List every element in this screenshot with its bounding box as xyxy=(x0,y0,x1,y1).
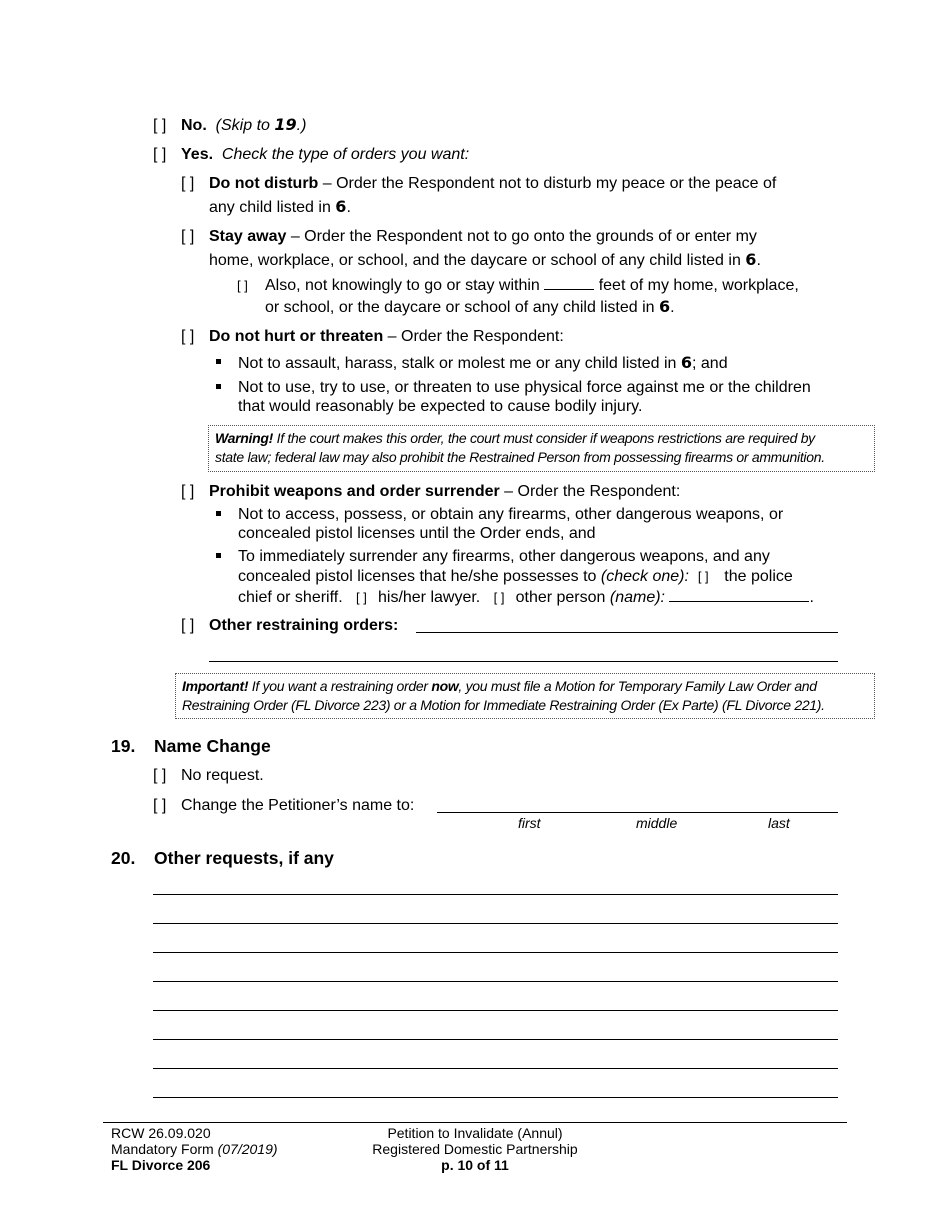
hurt-bullet2-line2: that would reasonably be expected to cause bodily injury. xyxy=(238,398,643,415)
no-label: No. xyxy=(181,117,207,134)
other-requests-line[interactable] xyxy=(153,1097,838,1098)
footer-page-number: p. 10 of 11 xyxy=(441,1157,509,1173)
new-name-line[interactable] xyxy=(437,812,838,813)
other-requests-line[interactable] xyxy=(153,952,838,953)
bullet xyxy=(216,553,221,558)
yes-label: Yes. xyxy=(181,146,214,163)
option-stay-away: [ ] Stay away – Order the Respondent not to go onto the grounds of or enter my xyxy=(181,228,757,245)
stay-title: Stay away xyxy=(209,228,287,245)
other-requests-line[interactable] xyxy=(153,981,838,982)
first-caption: first xyxy=(518,815,541,831)
other-requests-line[interactable] xyxy=(153,1068,838,1069)
weapons-bullet1-line1: Not to access, possess, or obtain any firearms, other dangerous weapons, or xyxy=(238,506,784,523)
footer-form-date: Mandatory Form (07/2019) xyxy=(111,1141,278,1157)
checkbox[interactable]: [ ] xyxy=(237,278,248,293)
weapons-bullet2-line3: chief or sheriff. [ ] his/her lawyer. [ ] other person (name): . xyxy=(238,589,814,606)
section-20-number: 20. xyxy=(111,848,136,868)
other-requests-line[interactable] xyxy=(153,923,838,924)
stay-line2: home, workplace, or school, and the daycare or school of any child listed in 6. xyxy=(209,250,761,269)
checkbox[interactable]: [ ] xyxy=(181,483,195,500)
disturb-line2: any child listed in 6. xyxy=(209,197,351,216)
footer-left xyxy=(111,1125,278,1173)
footer-center xyxy=(325,1125,625,1173)
checkbox[interactable]: [ ] xyxy=(697,569,709,584)
footer-form-id: FL Divorce 206 xyxy=(111,1157,211,1173)
option-do-not-hurt: [ ] Do not hurt or threaten – Order the Respondent: xyxy=(181,328,564,345)
checkbox[interactable]: [ ] xyxy=(153,767,167,784)
option-no-request: [ ] No request. xyxy=(153,767,264,784)
other-orders-line[interactable] xyxy=(416,632,838,633)
other-orders-label: Other restraining orders: xyxy=(209,617,399,634)
disturb-title: Do not disturb xyxy=(209,175,319,192)
option-other-restraining-orders xyxy=(181,616,398,636)
skip-note: (Skip to 19.) xyxy=(215,115,307,134)
checkbox[interactable]: [ ] xyxy=(153,117,167,134)
option-do-not-disturb: [ ] Do not disturb – Order the Respondent not to disturb my peace or the peace of xyxy=(181,175,777,192)
other-requests-line[interactable] xyxy=(153,1010,838,1011)
checkbox[interactable]: [ ] xyxy=(181,617,195,634)
option-prohibit-weapons: [ ] Prohibit weapons and order surrender – Order the Respondent: xyxy=(181,483,681,500)
other-requests-line[interactable] xyxy=(153,894,838,895)
middle-caption: middle xyxy=(636,815,678,831)
weapons-bullet1-line2: concealed pistol licenses until the Order ends, and xyxy=(238,525,596,542)
weapons-title: Prohibit weapons and order surrender xyxy=(209,483,500,500)
checkbox[interactable]: [ ] xyxy=(181,175,195,192)
last-caption: last xyxy=(768,815,790,831)
checkbox[interactable]: [ ] xyxy=(153,146,167,163)
hurt-bullet1: Not to assault, harass, stalk or molest me or any child listed in 6; and xyxy=(238,353,728,372)
hurt-bullet2-line1: Not to use, try to use, or threaten to use physical force against me or the children xyxy=(238,379,811,396)
option-no xyxy=(153,115,306,136)
checkbox[interactable]: [ ] xyxy=(355,590,367,605)
bullet xyxy=(216,359,221,364)
footer-doc-title: Petition to Invalidate (Annul) xyxy=(387,1125,563,1141)
bullet xyxy=(216,384,221,389)
option-change-name: [ ] Change the Petitioner’s name to: xyxy=(153,797,415,814)
other-requests-line[interactable] xyxy=(153,1039,838,1040)
checkbox[interactable]: [ ] xyxy=(153,797,167,814)
hurt-title: Do not hurt or threaten xyxy=(209,328,384,345)
checkbox[interactable]: [ ] xyxy=(181,328,195,345)
option-yes xyxy=(153,145,469,165)
other-orders-line[interactable] xyxy=(209,661,838,662)
yes-note: Check the type of orders you want: xyxy=(221,146,470,163)
weapons-bullet2-line2: concealed pistol licenses that he/she possesses to (check one): [ ] the police xyxy=(238,568,793,585)
section-20-title: Other requests, if any xyxy=(154,848,334,868)
footer-rcw: RCW 26.09.020 xyxy=(111,1125,211,1141)
other-person-name-blank[interactable] xyxy=(669,587,809,602)
important-notice: Important! If you want a restraining order now, you must file a Motion for Temporary Family Law Order and Restraining Order (FL Divorce 223) or a Motion for Immediate Restraining Order (Ex Parte) (FL Divorce 221). xyxy=(175,673,875,719)
checkbox[interactable]: [ ] xyxy=(493,590,505,605)
warning-notice: Warning! If the court makes this order, the court must consider if weapons restrictions are required by state law; federal law may also prohibit the Restrained Person from possessing firearms or ammunition. xyxy=(208,425,875,472)
stay-also-line2: or school, or the daycare or school of any child listed in 6. xyxy=(265,297,675,316)
feet-blank[interactable] xyxy=(544,275,594,290)
option-stay-also: [ ] Also, not knowingly to go or stay within feet of my home, workplace, xyxy=(237,277,799,294)
section-19-title: Name Change xyxy=(154,736,271,756)
footer-divider xyxy=(103,1122,847,1123)
weapons-bullet2-line1: To immediately surrender any firearms, other dangerous weapons, and any xyxy=(238,548,770,565)
bullet xyxy=(216,511,221,516)
checkbox[interactable]: [ ] xyxy=(181,228,195,245)
section-19-number: 19. xyxy=(111,736,136,756)
footer-doc-subtitle: Registered Domestic Partnership xyxy=(372,1141,578,1157)
